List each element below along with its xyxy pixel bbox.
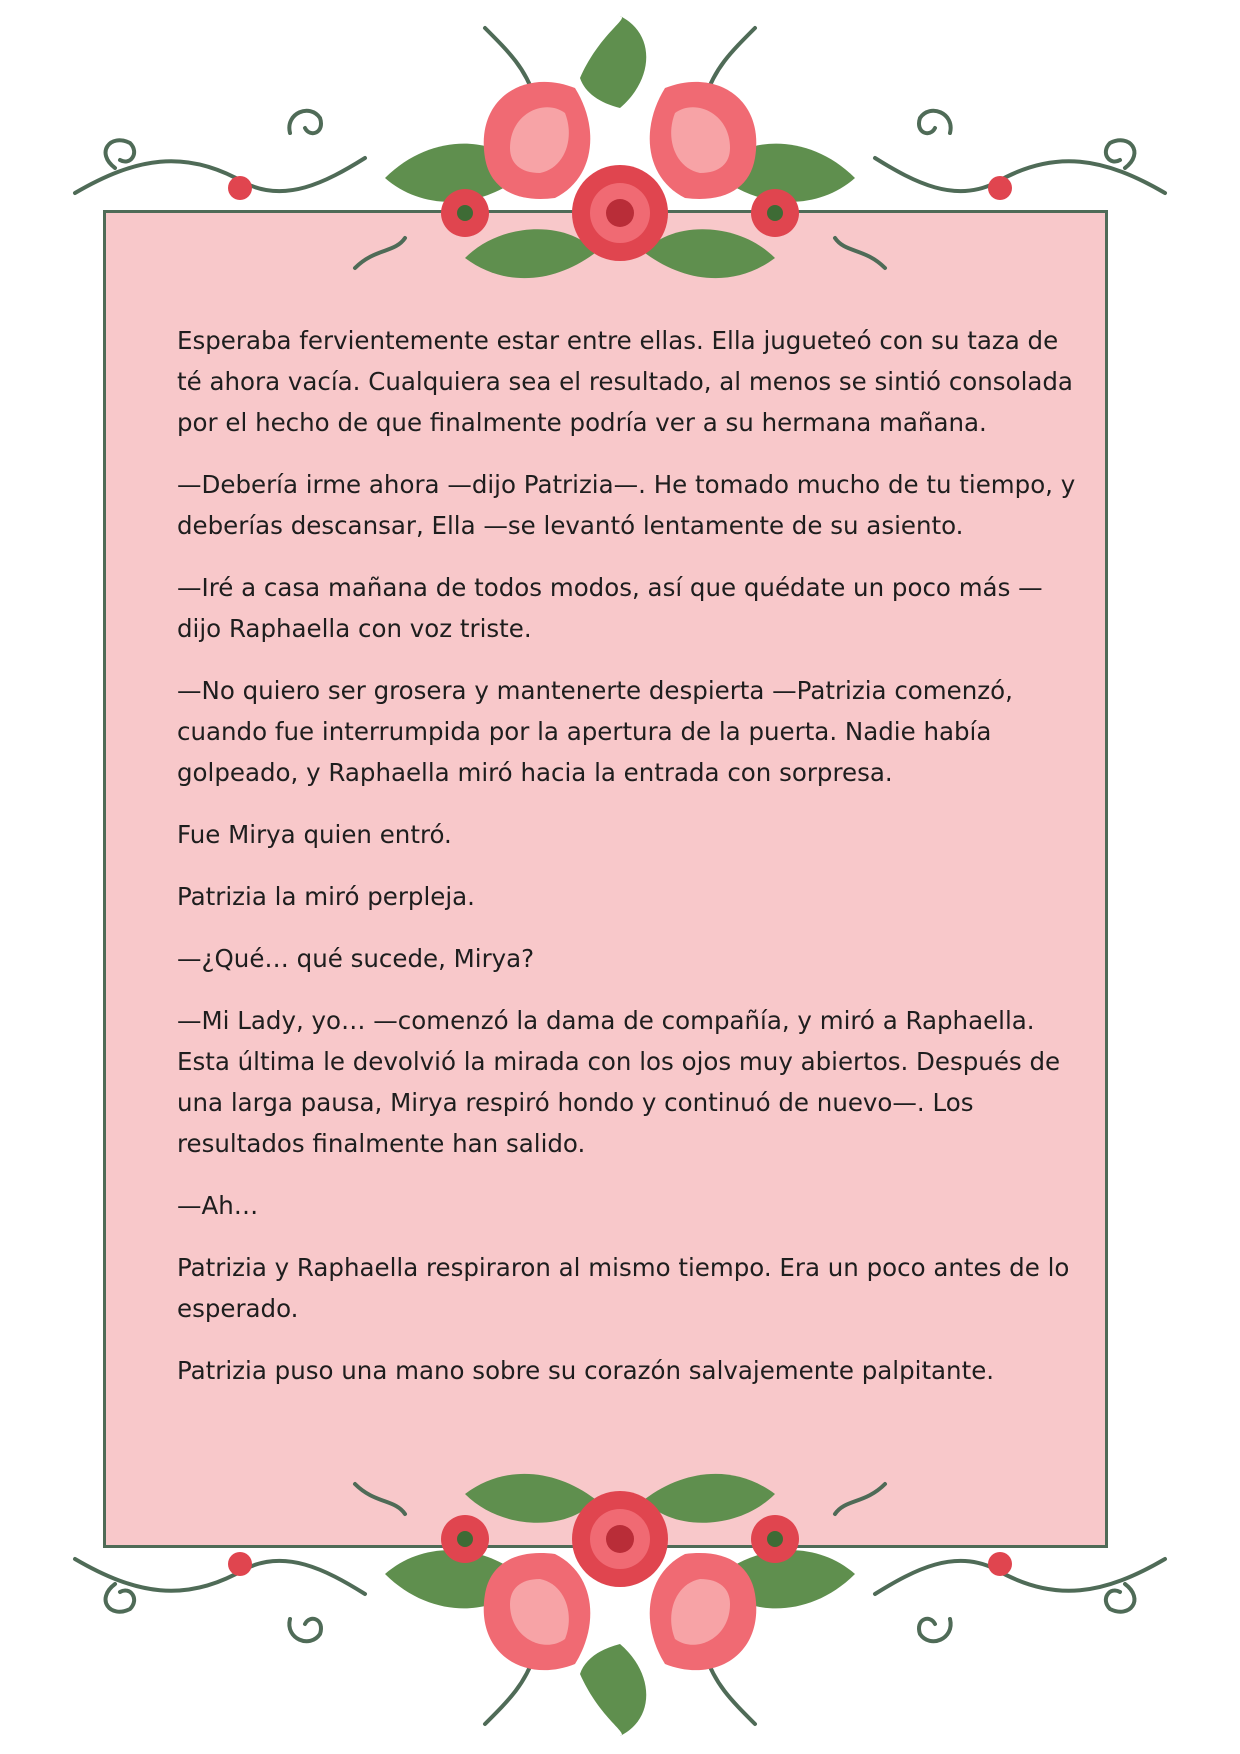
- paragraph-8: —Mi Lady, yo… —comenzó la dama de compañía, y miró a Raphaella. Esta última le devolvió la mirada con los ojos muy abiertos. Después de una larga pausa, Mirya respiró hondo y continuó de nuevo—. Los resultados finalmente han salido.: [177, 1006, 1061, 1158]
- paragraph-2: —Debería irme ahora —dijo Patrizia—. He tomado mucho de tu tiempo, y deberías descansar, Ella —se levantó lentamente de su asiento.: [177, 470, 1076, 540]
- floral-ornament-bottom-icon: [55, 1414, 1185, 1744]
- paragraph-4: —No quiero ser grosera y mantenerte despierta —Patrizia comenzó, cuando fue interrumpida por la apertura de la puerta. Nadie había golpeado, y Raphaella miró hacia la entrada con sorpresa.: [177, 676, 1013, 787]
- paragraph-9: —Ah…: [177, 1191, 259, 1220]
- paragraph-10: Patrizia y Raphaella respiraron al mismo tiempo. Era un poco antes de lo esperado.: [177, 1253, 1070, 1323]
- paragraph-5: Fue Mirya quien entró.: [177, 820, 452, 849]
- paragraph-11: Patrizia puso una mano sobre su corazón salvajemente palpitante.: [177, 1356, 995, 1385]
- paragraph-3: —Iré a casa mañana de todos modos, así que quédate un poco más —dijo Raphaella con voz triste.: [177, 573, 1043, 643]
- paragraph-1: Esperaba fervientemente estar entre ellas. Ella jugueteó con su taza de té ahora vacía. Cualquiera sea el resultado, al menos se sintió consolada por el hecho de que finalmente podría ver a su hermana mañana.: [177, 326, 1073, 437]
- paragraph-6: Patrizia la miró perpleja.: [177, 882, 475, 911]
- floral-ornament-top-icon: [55, 8, 1185, 338]
- story-text: [177, 320, 1077, 1412]
- paragraph-7: —¿Qué… qué sucede, Mirya?: [177, 944, 535, 973]
